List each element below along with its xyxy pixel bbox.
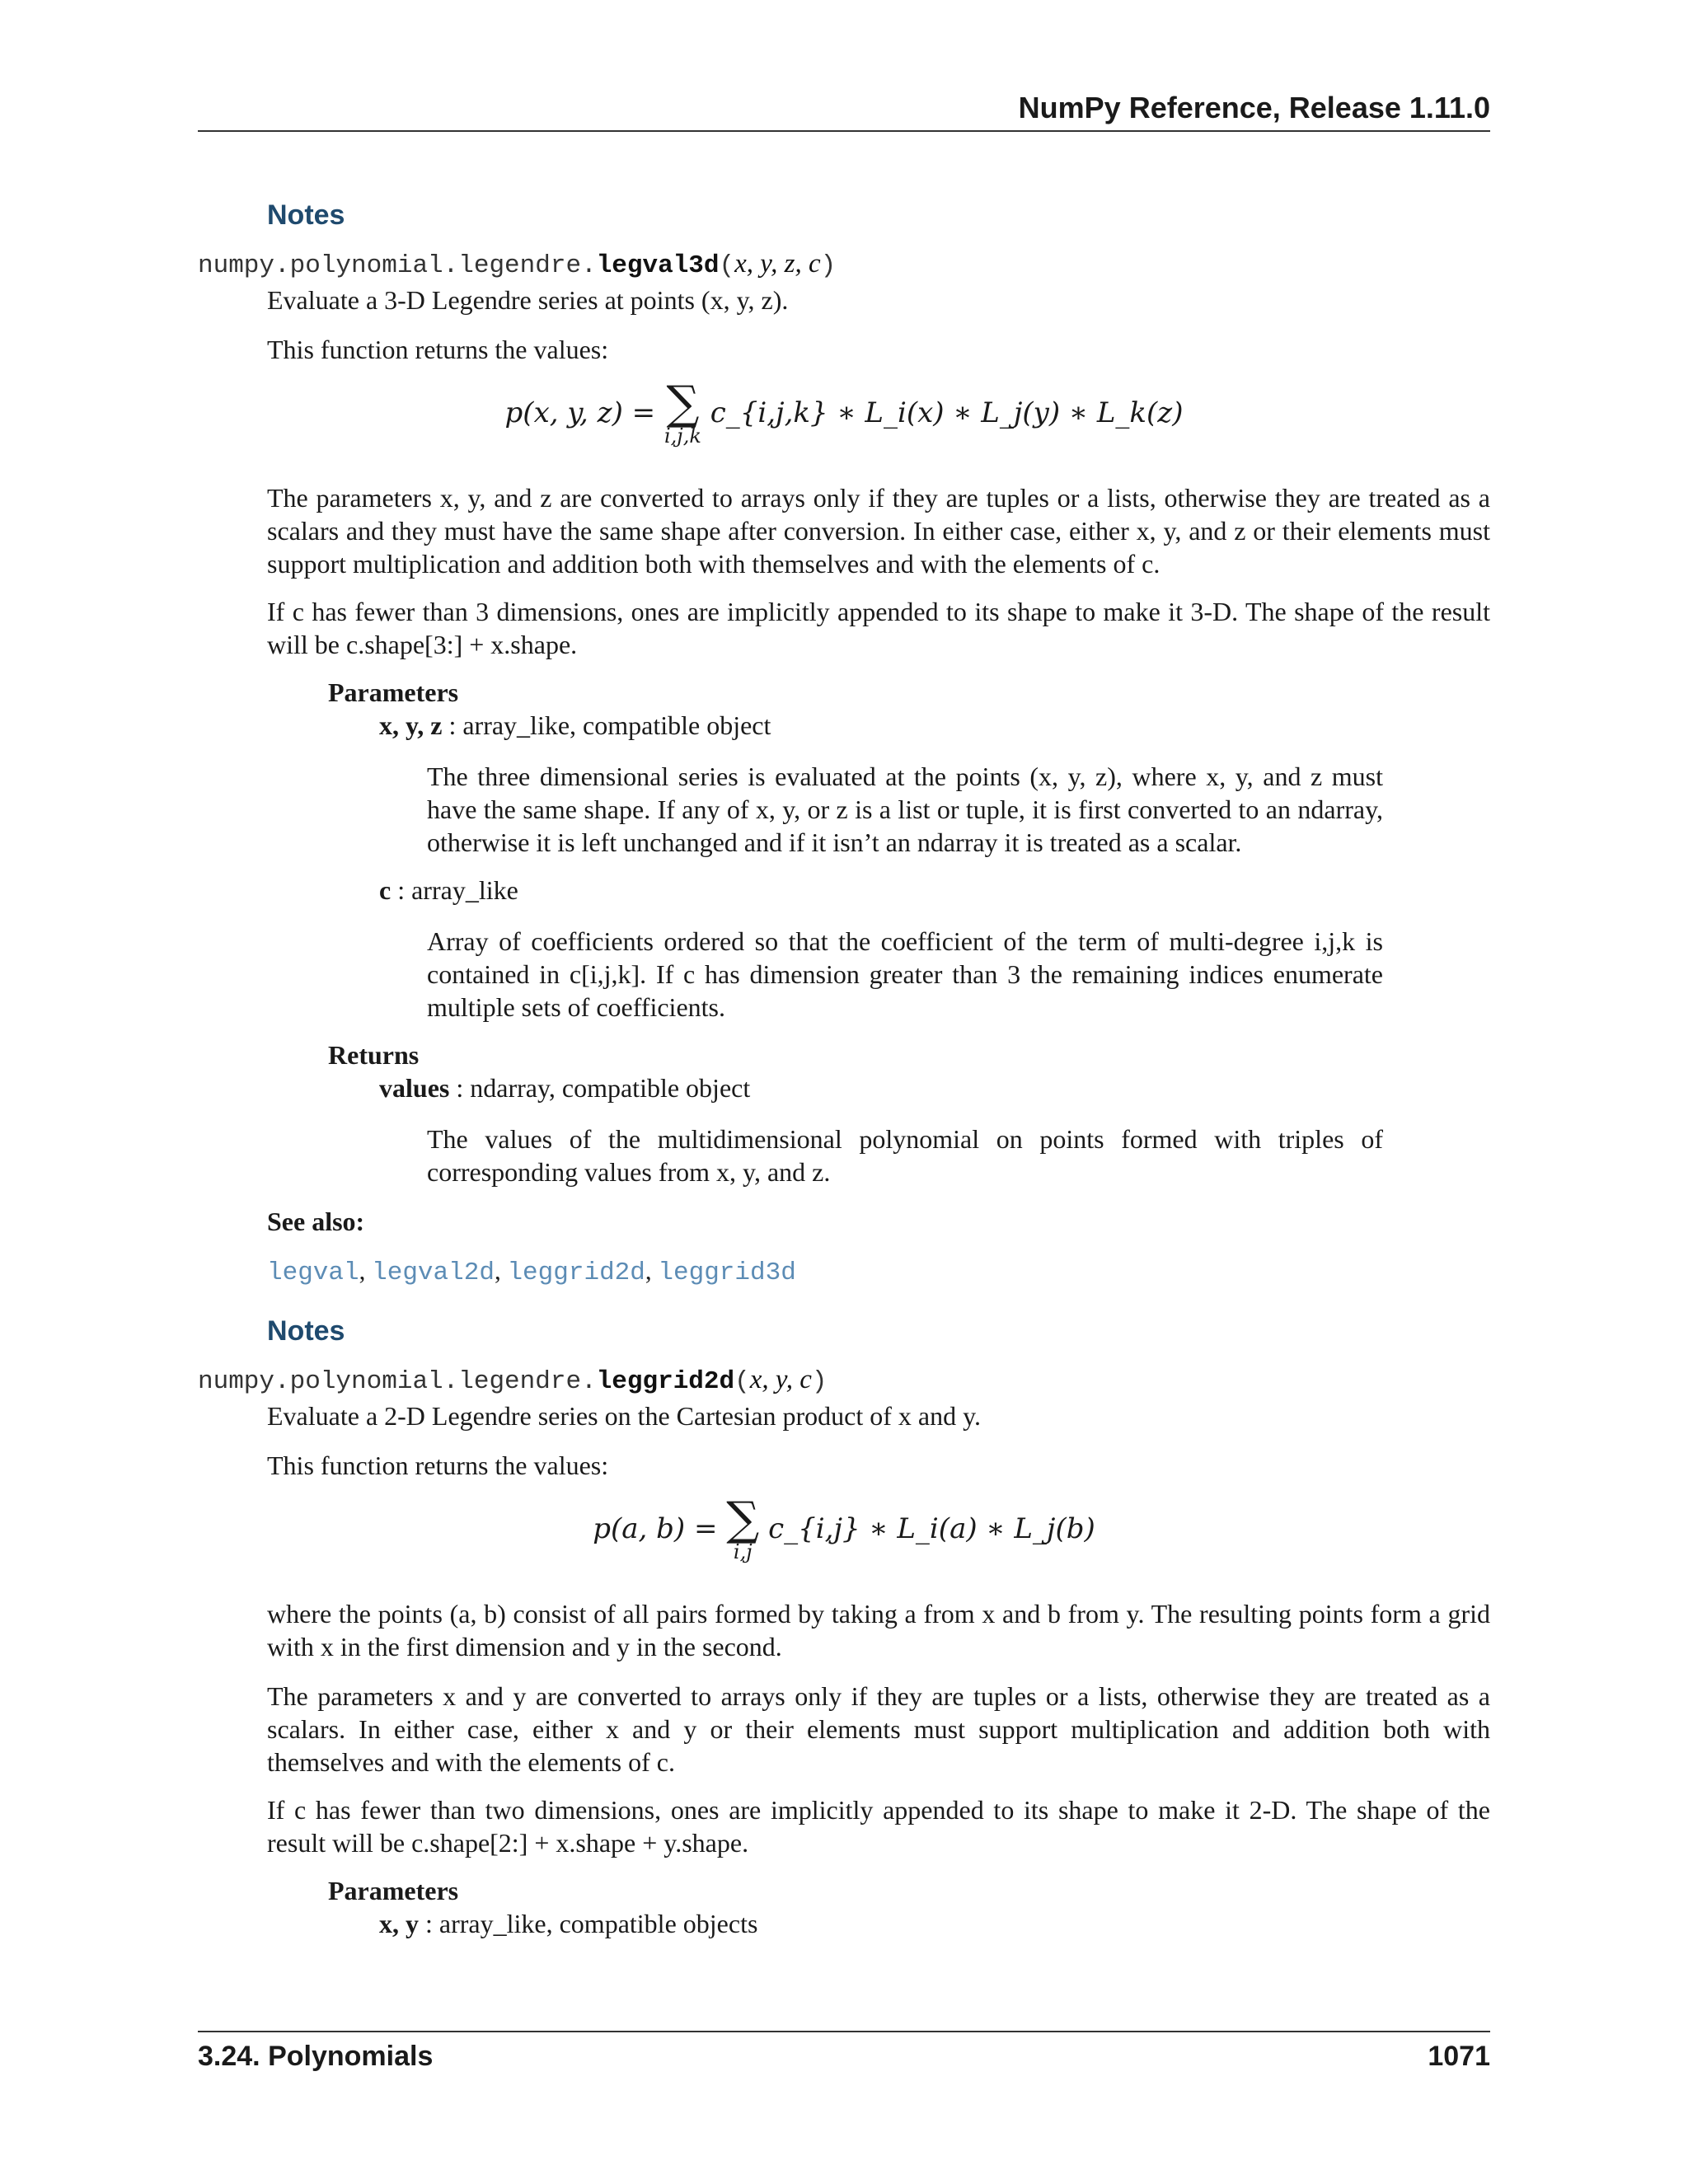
returns-label: Returns	[328, 1040, 420, 1070]
notes-heading: Notes	[267, 1315, 345, 1347]
param-xyz	[379, 710, 771, 741]
paragraph: If c has fewer than 3 dimensions, ones are implicitly appended to its shape to make it 3-D. The shape of the result will be c.shape[3:] + x.shape.	[267, 597, 1490, 659]
param-c	[379, 875, 518, 906]
formula-lhs: p(a, b) =	[593, 1512, 718, 1545]
param-description: The three dimensional series is evaluated at the points (x, y, z), where x, y, and z must have the same shape. If any of x, y, or z is a list or tuple, it is first converted to an ndarray, otherwise it is left unchanged and if it isn’t an ndarray it is treated as a scalar.	[427, 762, 1383, 857]
summary: Evaluate a 2-D Legendre series on the Cartesian product of x and y.	[267, 1401, 982, 1431]
param-name: x, y, z	[379, 710, 443, 740]
sig-module: numpy.polynomial.legendre.	[198, 1367, 597, 1396]
function-signature-legval3d: numpy.polynomial.legendre.legval3d(x, y, z, c)	[198, 249, 837, 280]
formula-sum-index: i,j	[733, 1540, 753, 1563]
sig-args: x, y, z, c	[734, 249, 821, 279]
returns-intro: This function returns the values:	[267, 1451, 609, 1480]
param-xy	[379, 1909, 757, 1939]
formula-lhs: p(x, y, z) =	[504, 396, 656, 429]
header-rule	[198, 130, 1490, 132]
formula-rhs: c_{i,j,k} ∗ L_i(x) ∗ L_j(y) ∗ L_k(z)	[710, 396, 1184, 429]
formula-rhs: c_{i,j} ∗ L_i(a) ∗ L_j(b)	[768, 1512, 1095, 1545]
sig-args: x, y, c	[749, 1365, 812, 1394]
sig-name: legval3d	[596, 251, 720, 280]
footer-rule	[198, 2031, 1490, 2032]
formula-leggrid2d	[0, 1493, 1688, 1563]
param-description: Array of coefficients ordered so that the coefficient of the term of multi-degree i,j,k is contained in c[i,j,k]. If c has dimension greater than 3 the remaining indices enumerate multiple sets of coefficients.	[427, 926, 1383, 1022]
param-type: : array_like	[391, 875, 518, 905]
summation-symbol: ∑	[666, 377, 700, 430]
link-leggrid3d[interactable]: leggrid3d	[658, 1258, 796, 1287]
summary: Evaluate a 3-D Legendre series at points (x, y, z).	[267, 285, 789, 315]
parameters-label: Parameters	[328, 677, 459, 707]
formula-legval3d	[0, 377, 1688, 448]
param-type: : array_like, compatible object	[442, 710, 771, 740]
return-type: : ndarray, compatible object	[449, 1073, 751, 1103]
paragraph: where the points (a, b) consist of all pairs formed by taking a from x and b from y. The resulting points form a grid with x in the first dimension and y in the second.	[267, 1599, 1490, 1661]
param-type: : array_like, compatible objects	[419, 1909, 758, 1938]
param-name: c	[379, 875, 392, 905]
returns-intro: This function returns the values:	[267, 335, 609, 364]
summation-symbol: ∑	[726, 1493, 760, 1546]
see-also-links: legval, legval2d, leggrid2d, leggrid3d	[267, 1256, 796, 1287]
paragraph: The parameters x, y, and z are converted to arrays only if they are tuples or a lists, otherwise they are treated as a scalars and they must have the same shape after conversion. In either case, either x, y, and z or their elements must support multiplication and addition both with themselves and with the elements of c.	[267, 483, 1490, 579]
link-leggrid2d[interactable]: leggrid2d	[507, 1258, 645, 1287]
param-name: x, y	[379, 1909, 419, 1938]
formula-sum-index: i,j,k	[663, 424, 701, 448]
running-header: NumPy Reference, Release 1.11.0	[1018, 91, 1490, 124]
link-legval[interactable]: legval	[267, 1258, 359, 1287]
notes-heading: Notes	[267, 199, 345, 231]
sig-module: numpy.polynomial.legendre.	[198, 251, 597, 280]
link-legval2d[interactable]: legval2d	[372, 1258, 495, 1287]
page-number: 1071	[1428, 2041, 1490, 2072]
footer-section: 3.24. Polynomials	[198, 2041, 434, 2072]
paragraph: If c has fewer than two dimensions, ones are implicitly appended to its shape to make it 2-D. The shape of the result will be c.shape[2:] + x.shape + y.shape.	[267, 1795, 1490, 1858]
return-description: The values of the multidimensional polynomial on points formed with triples of corresponding values from x, y, and z.	[427, 1124, 1383, 1187]
function-signature-leggrid2d: numpy.polynomial.legendre.leggrid2d(x, y, c)	[198, 1365, 828, 1396]
see-also-label: See also:	[267, 1207, 365, 1236]
sig-name: leggrid2d	[596, 1367, 735, 1396]
paragraph: The parameters x and y are converted to arrays only if they are tuples or a lists, otherwise they are treated as a scalars. In either case, either x and y or their elements must support multiplication and addition both with themselves and with the elements of c.	[267, 1681, 1490, 1777]
return-values	[379, 1073, 750, 1104]
parameters-label: Parameters	[328, 1876, 459, 1905]
return-name: values	[379, 1073, 450, 1103]
